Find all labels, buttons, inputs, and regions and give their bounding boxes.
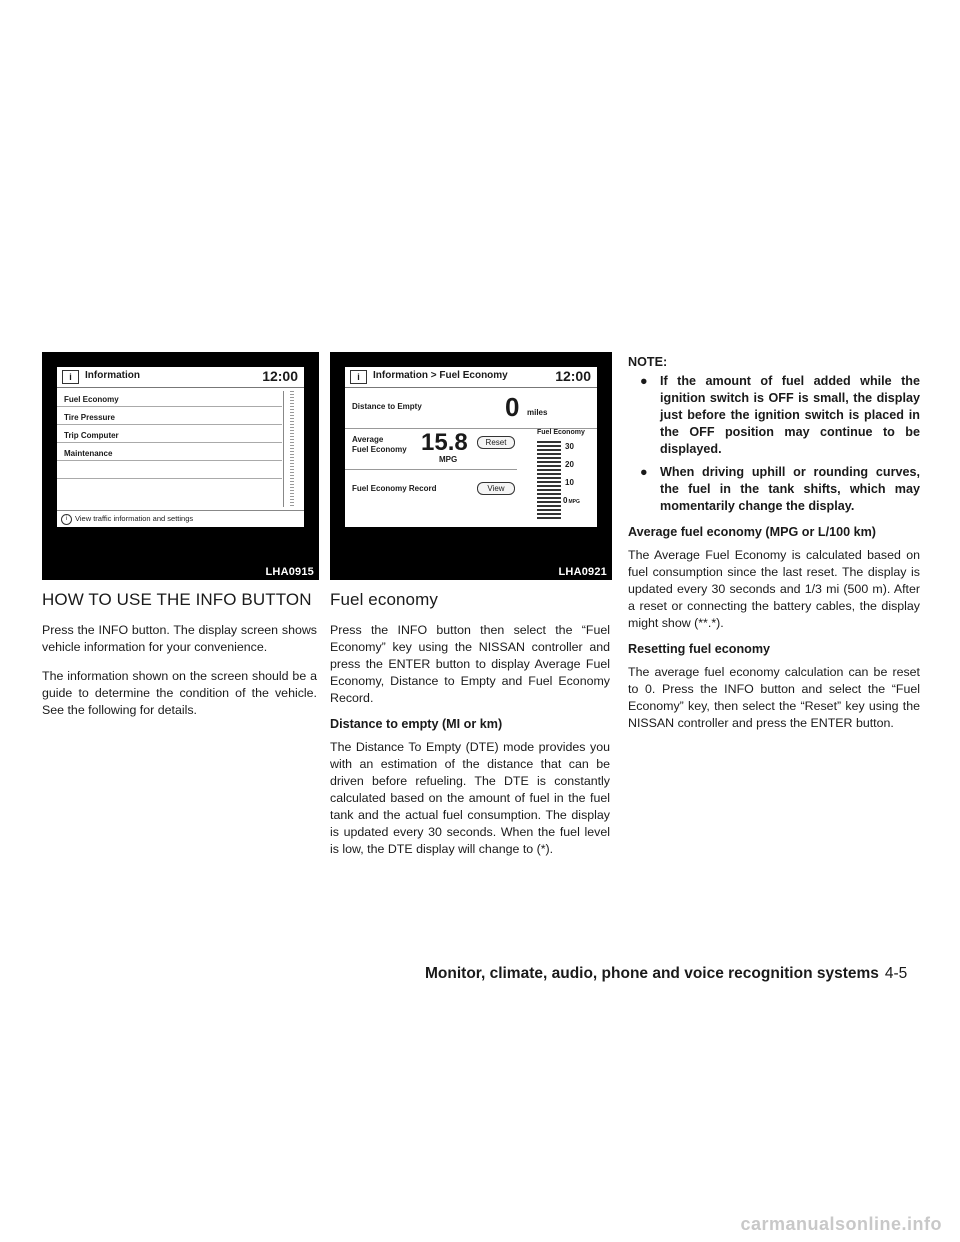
- paragraph: The Average Fuel Economy is calculated based on fuel consumption since the last reset. The display is updated every 30 seconds and 1/3 mi (500 m). After a reset or connecting the battery cables, the display might show (**.*).: [628, 548, 920, 630]
- gauge-tick-10: 10: [565, 478, 574, 487]
- page-footer: [425, 965, 920, 983]
- menu-empty-row: [57, 461, 282, 479]
- figure-code: LHA0915: [265, 566, 314, 578]
- paragraph: The Distance To Empty (DTE) mode provides you with an estimation of the distance that can be driven before refueling. The DTE is constantly calculated based on the amount of fuel in the fuel tank and the actual fuel consumption. The display is updated every 30 seconds. When the fuel level is low, the DTE display will change to (*).: [330, 740, 610, 856]
- note-bullet: ● If the amount of fuel added while the ignition switch is OFF is small, the display just before the ignition switch is placed in the OFF position may continue to be displayed.: [640, 374, 920, 456]
- scroll-indicator: [283, 391, 294, 507]
- screen-header: [57, 367, 304, 388]
- gauge-tick-20: 20: [565, 460, 574, 469]
- gauge-bars: [537, 441, 561, 521]
- watermark: carmanualsonline.info: [740, 1214, 942, 1234]
- screen-title: Information: [85, 370, 140, 381]
- gauge-title: Fuel Economy: [537, 429, 585, 436]
- display-screen: [57, 367, 304, 527]
- display-screen: [345, 367, 597, 527]
- column-3: [628, 355, 920, 732]
- paragraph: Press the INFO button then select the “Fuel Economy” key using the NISSAN controller and press the ENTER button to display Average Fuel Economy, Distance to Empty and Fuel Economy Record.: [330, 623, 610, 705]
- section-heading: HOW TO USE THE INFO BUTTON: [42, 590, 312, 609]
- gauge-unit: MPG: [568, 499, 580, 505]
- dte-value: 0: [505, 392, 520, 422]
- footer-title: Monitor, climate, audio, phone and voice recognition systems: [425, 965, 879, 982]
- paragraph: The information shown on the screen should be a guide to determine the condition of the vehicle. See the following for details.: [42, 669, 317, 717]
- screen-clock: 12:00: [262, 368, 298, 384]
- paragraph: The average fuel economy calculation can be reset to 0. Press the INFO button and select the “Fuel Economy” key, then select the “Reset” key using the NISSAN controller and press the ENTER button.: [628, 665, 920, 730]
- subheading: Average fuel economy (MPG or L/100 km): [628, 525, 876, 539]
- screen-header: [345, 367, 597, 388]
- note-title: NOTE:: [628, 355, 668, 369]
- dte-label: Distance to Empty: [352, 402, 422, 411]
- record-label: Fuel Economy Record: [352, 484, 437, 493]
- menu-item-tire-pressure[interactable]: Tire Pressure: [57, 407, 282, 425]
- info-icon: i: [62, 370, 79, 384]
- subheading: Distance to empty (MI or km): [330, 717, 503, 731]
- screen-clock: 12:00: [555, 368, 591, 384]
- record-row: [345, 470, 517, 500]
- column-1: [42, 590, 317, 719]
- dte-row: [345, 388, 597, 429]
- info-menu: [57, 389, 282, 479]
- avg-unit: MPG: [439, 455, 458, 464]
- section-heading: Fuel economy: [330, 590, 438, 609]
- fuel-economy-gauge: [535, 429, 595, 525]
- gauge-tick-30: 30: [565, 442, 574, 451]
- subheading: Resetting fuel economy: [628, 642, 771, 656]
- gauge-tick-0: 0MPG: [563, 496, 580, 505]
- menu-item-fuel-economy[interactable]: Fuel Economy: [57, 389, 282, 407]
- avg-label-2: Fuel Economy: [352, 445, 407, 454]
- info-icon: i: [350, 370, 367, 384]
- reset-button[interactable]: Reset: [477, 436, 515, 449]
- avg-label-1: Average: [352, 435, 384, 444]
- menu-item-maintenance[interactable]: Maintenance: [57, 443, 282, 461]
- figure-code: LHA0921: [558, 566, 607, 578]
- figure-fuel-economy-screen: [330, 352, 612, 580]
- column-2: [330, 590, 610, 858]
- screen-footer: [57, 510, 304, 527]
- dte-unit: miles: [527, 408, 548, 417]
- paragraph: Press the INFO button. The display screen shows vehicle information for your convenience.: [42, 623, 317, 654]
- note-bullet: ● When driving uphill or rounding curves, the fuel in the tank shifts, which may momentarily change the display.: [640, 465, 920, 513]
- info-circle-icon: i: [61, 514, 72, 525]
- bullet-icon: ●: [640, 465, 648, 479]
- avg-value: 15.8: [421, 429, 468, 456]
- menu-item-trip-computer[interactable]: Trip Computer: [57, 425, 282, 443]
- page-number: 4-5: [884, 965, 908, 982]
- bullet-icon: ●: [640, 374, 648, 388]
- figure-info-screen: [42, 352, 319, 580]
- screen-title: Information > Fuel Economy: [373, 370, 508, 381]
- avg-row: [345, 429, 517, 470]
- view-button[interactable]: View: [477, 482, 515, 495]
- footer-text: View traffic information and settings: [75, 514, 194, 523]
